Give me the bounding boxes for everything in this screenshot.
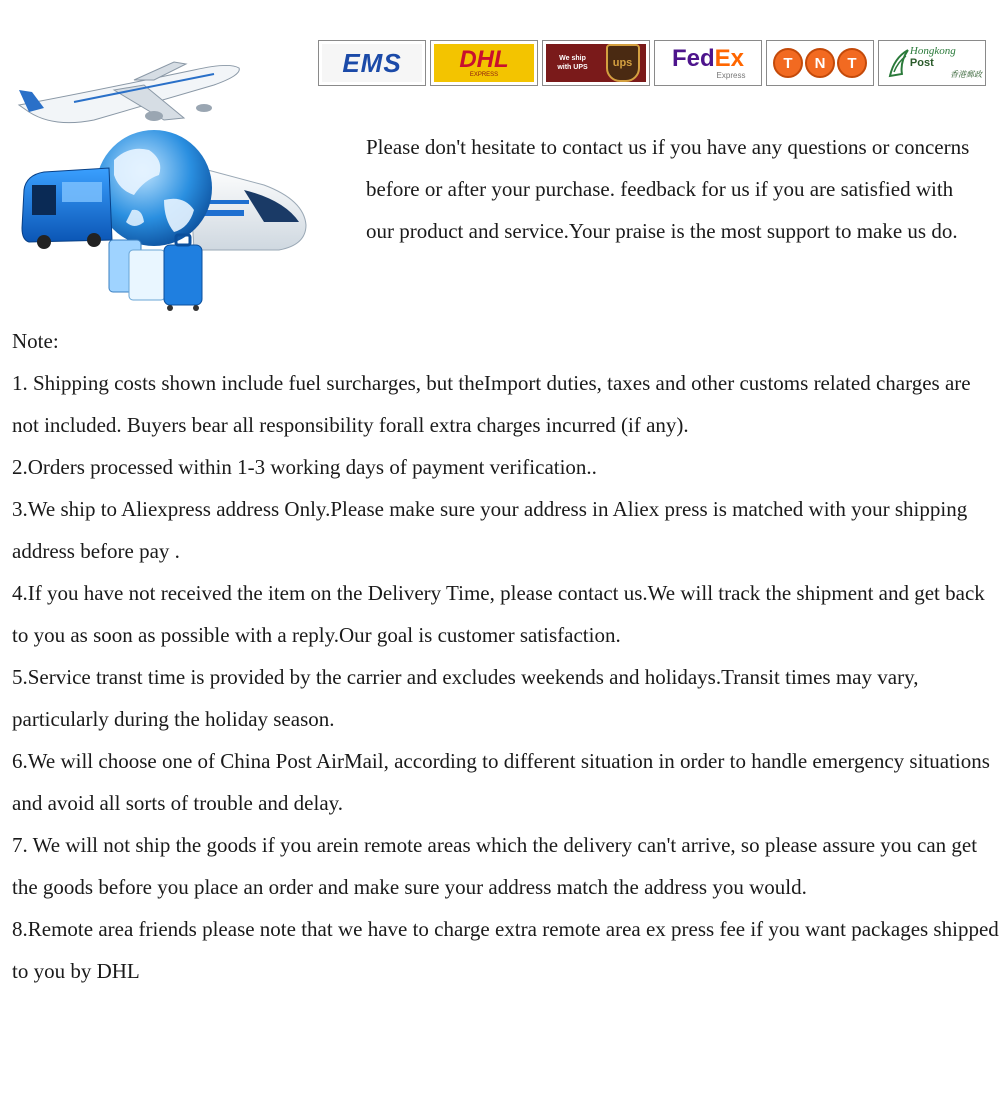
airplane-icon — [19, 62, 239, 123]
globe-icon — [96, 130, 212, 246]
hongkong-post-text-block — [910, 45, 982, 81]
ups-logo — [542, 40, 650, 86]
hongkong-post-chinese: 香港郵政 — [950, 70, 982, 79]
hongkong-post-name: Hongkong — [909, 45, 956, 57]
fedex-logo-text — [671, 44, 745, 72]
hongkong-post-text — [910, 45, 982, 69]
tnt-letter-t2: T — [837, 48, 867, 78]
ups-shield-icon — [606, 44, 640, 82]
luggage-icon — [109, 235, 202, 311]
dhl-logo-subtext: EXPRESS — [469, 72, 499, 78]
note-item: 2.Orders processed within 1-3 working days of payment verification.. — [12, 455, 597, 479]
note-item: 7. We will not ship the goods if you arein remote areas which the delivery can't arrive, so please assure you can get the goods before you place an order and make sure your address match the address you would. — [12, 833, 978, 899]
tnt-letter-t1: T — [773, 48, 803, 78]
tnt-letter-n: N — [805, 48, 835, 78]
hongkong-post-post: Post — [909, 57, 934, 69]
hongkong-post-logo — [878, 40, 986, 86]
ups-tagline-1: We ship — [559, 55, 586, 62]
ems-logo-text: EMS — [342, 47, 402, 78]
travel-transport-globe-icon — [14, 50, 314, 320]
notes-list — [12, 362, 1000, 992]
note-item: 6.We will choose one of China Post AirMail, according to different situation in order to handle emergency situations and avoid all sorts of trouble and delay. — [12, 749, 990, 815]
ups-tagline — [553, 54, 593, 72]
note-item: 4.If you have not received the item on the Delivery Time, please contact us.We will track the shipment and get back to you as soon as possible with a reply.Our goal is customer satisfaction. — [12, 581, 985, 647]
tnt-logo — [766, 40, 874, 86]
ups-tagline-2: with UPS — [557, 64, 588, 71]
fedex-logo-subtext: Express — [716, 70, 746, 80]
fedex-ex: Ex — [714, 44, 745, 72]
dhl-logo — [430, 40, 538, 86]
dhl-logo-text: DHL — [459, 46, 509, 73]
ems-logo — [318, 40, 426, 86]
fedex-logo — [654, 40, 762, 86]
note-item: 5.Service transt time is provided by the carrier and excludes weekends and holidays.Transit times may vary, particularly during the holiday season. — [12, 665, 919, 731]
carrier-logo-strip — [318, 40, 990, 88]
bus-icon — [22, 168, 112, 249]
hongkong-post-bird-icon — [888, 48, 910, 78]
intro-paragraph: Please don't hesitate to contact us if you have any questions or concerns before or after your purchase. feedback for us if you are satisfied with our product and service.Your praise is the most support to make us do. — [366, 135, 970, 243]
ups-shield-text: ups — [612, 57, 633, 69]
note-item: 3.We ship to Aliexpress address Only.Please make sure your address in Aliex press is matched with your shipping address before pay . — [12, 497, 968, 563]
fedex-fe: Fed — [671, 44, 715, 72]
note-item: 8.Remote area friends please note that we have to charge extra remote area ex press fee if you want packages shipped to you by DHL — [12, 917, 999, 983]
notes-section — [12, 320, 1000, 992]
notes-heading: Note: — [12, 329, 59, 353]
note-item: 1. Shipping costs shown include fuel surcharges, but theImport duties, taxes and other customs related charges are not included. Buyers bear all responsibility forall extra charges incurred (if any). — [12, 371, 971, 437]
hero-illustration — [14, 50, 314, 320]
